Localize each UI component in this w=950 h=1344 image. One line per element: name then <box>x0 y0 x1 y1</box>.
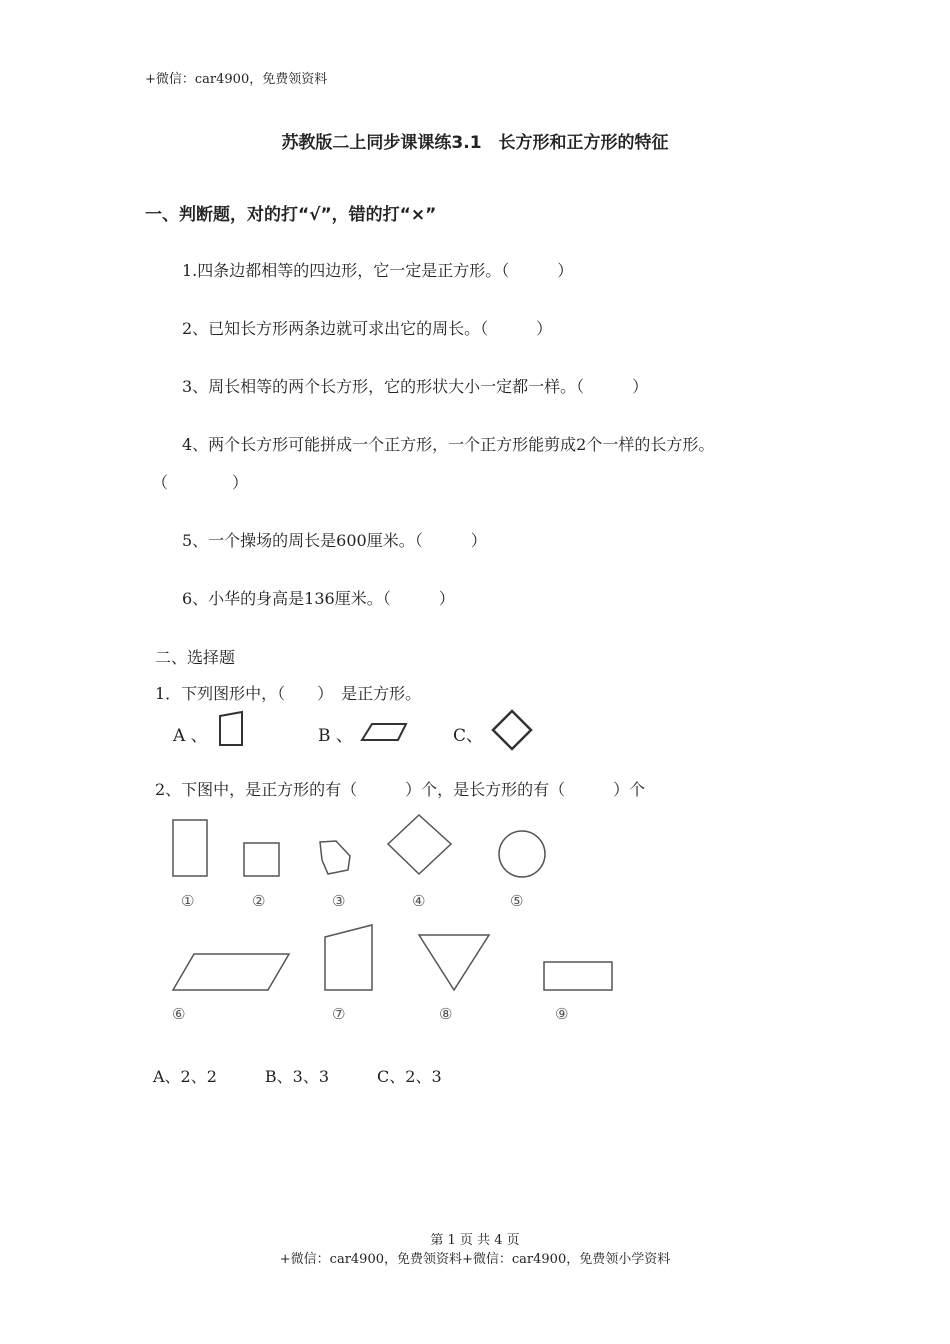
figure-6-parallelogram <box>173 954 289 990</box>
option-c-label: C、 <box>453 726 484 746</box>
section2-heading: 二、选择题 <box>155 648 236 667</box>
figure-label-4: ④ <box>412 892 426 910</box>
figure-2-square <box>244 843 279 876</box>
figure-8-triangle <box>419 935 489 990</box>
option-c-diamond-shape <box>493 711 531 749</box>
figure-label-1: ① <box>181 892 195 910</box>
judge-question-5: 5、一个操场的周长是600厘米。（ ） <box>182 531 487 550</box>
header-watermark: +微信：car4900，免费领资料 <box>145 72 328 87</box>
judge-question-2: 2、已知长方形两条边就可求出它的周长。（ ） <box>182 319 553 338</box>
figure-label-6: ⑥ <box>172 1005 186 1023</box>
option-b-parallelogram-shape <box>362 724 406 740</box>
figure-label-9: ⑨ <box>555 1005 569 1023</box>
figure-5-circle <box>499 831 545 877</box>
figure-label-8: ⑧ <box>439 1005 453 1023</box>
figure-label-2: ② <box>252 892 266 910</box>
figure-9-rectangle <box>544 962 612 990</box>
judge-question-3: 3、周长相等的两个长方形，它的形状大小一定都一样。（ ） <box>182 377 649 396</box>
figure-label-3: ③ <box>332 892 346 910</box>
section1-heading: 一、判断题，对的打“√”，错的打“×” <box>145 205 437 225</box>
document-title: 苏教版二上同步课课练3.1 长方形和正方形的特征 <box>281 133 669 153</box>
figure-4-diamond <box>388 815 451 874</box>
figure-1-rectangle <box>173 820 207 876</box>
judge-question-4-blank: （ ） <box>152 473 249 492</box>
option-a-trapezoid-shape <box>220 712 242 745</box>
judge-question-4: 4、两个长方形可能拼成一个正方形，一个正方形能剪成2个一样的长方形。 <box>182 435 715 454</box>
figure-label-7: ⑦ <box>332 1005 346 1023</box>
figure-label-5: ⑤ <box>510 892 524 910</box>
judge-question-1: 1.四条边都相等的四边形，它一定是正方形。（ ） <box>182 261 574 280</box>
judge-question-6: 6、小华的身高是136厘米。（ ） <box>182 589 455 608</box>
option-b-label: B 、 <box>318 726 353 746</box>
choice-question-2-answers: A、2、2 B、3、3 C、2、3 <box>153 1067 442 1086</box>
page-number: 第 1 页 共 4 页 <box>430 1233 520 1248</box>
option-a-label: A 、 <box>173 726 208 746</box>
figure-7-trapezoid <box>325 925 372 990</box>
choice-question-2: 2、下图中，是正方形的有（ ）个，是长方形的有（ ）个 <box>155 780 646 799</box>
choice-question-1: 1．下列图形中，（ ） 是正方形。 <box>155 684 422 703</box>
figure-3-irregular-shape <box>320 841 350 874</box>
footer-watermark: +微信：car4900，免费领资料+微信：car4900，免费领小学资料 <box>279 1252 671 1267</box>
